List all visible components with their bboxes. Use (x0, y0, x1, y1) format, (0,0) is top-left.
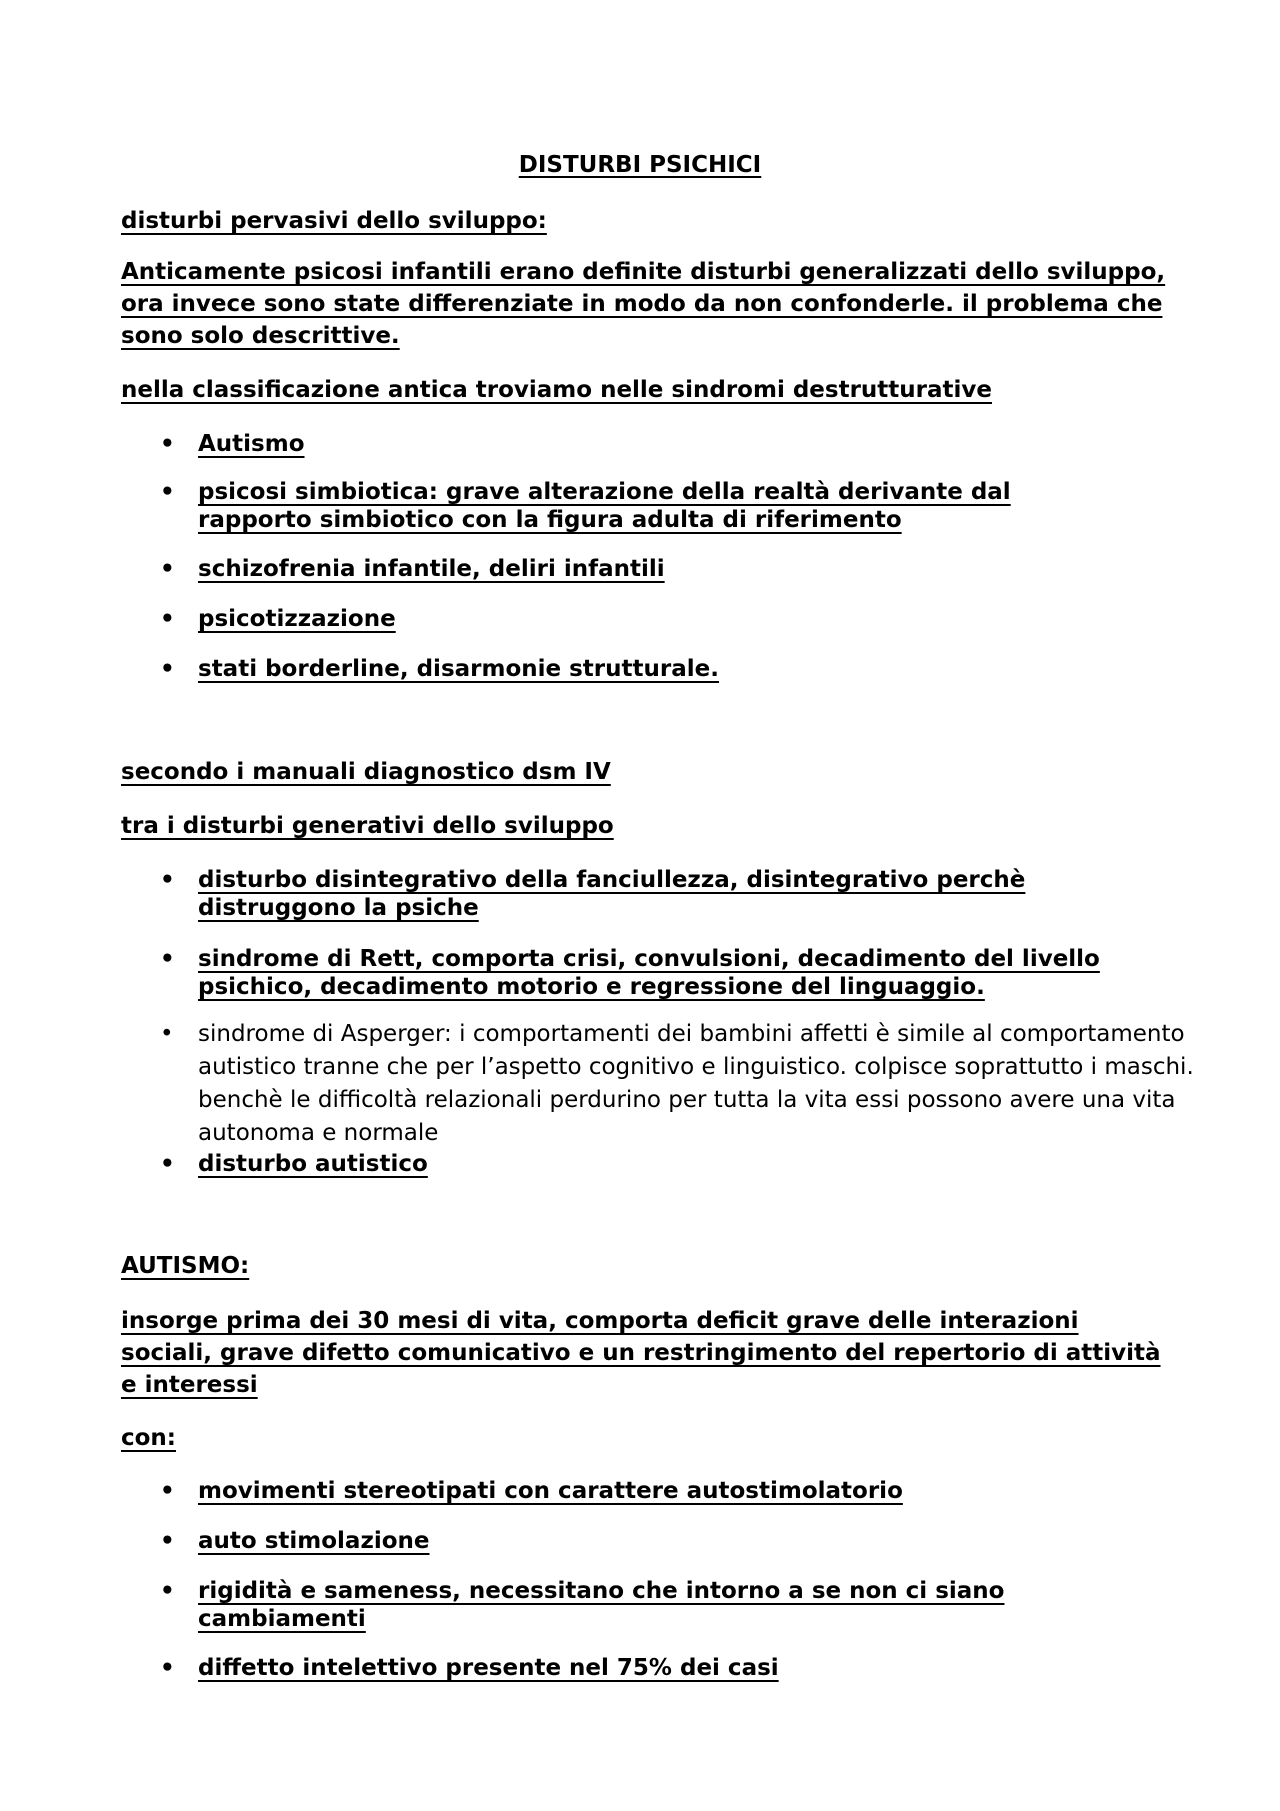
bullet-icon: • (160, 606, 175, 632)
page-title: DISTURBI PSICHICI (518, 152, 762, 178)
paragraph-classification: nella classificazione antica troviamo nelle sindromi destrutturative (121, 377, 992, 403)
list-item-text: auto stimolazione (198, 1528, 430, 1554)
list-item (160, 1477, 1198, 1505)
paragraph-autism-description: insorge prima dei 30 mesi di vita, comporta deficit grave delle interazioni sociali, grave difetto comunicativo e un restringimento del repertorio di attività e interessi (121, 1308, 1161, 1398)
list-item-text: rigidità e sameness, necessitano che intorno a se non ci siano cambiamenti (198, 1578, 1005, 1632)
bullet-icon: • (160, 1578, 175, 1604)
list-item (160, 945, 1188, 1001)
list-item (160, 605, 1198, 633)
list-item (160, 655, 1198, 683)
list-item-text: Autismo (198, 431, 305, 457)
paragraph-dsm: secondo i manuali diagnostico dsm IV (121, 759, 611, 785)
section-heading-autism: AUTISMO: (121, 1253, 250, 1279)
list-item-text: psicotizzazione (198, 606, 396, 632)
bullet-icon: • (160, 479, 175, 505)
paragraph-with: con: (121, 1425, 177, 1451)
list-item-text: sindrome di Rett, comporta crisi, convulsioni, decadimento del livello psichico, decadimento motorio e regressione del linguaggio. (198, 946, 1100, 1000)
list-item (160, 1150, 1198, 1178)
bullet-icon: • (160, 946, 175, 972)
list-item-text: diffetto intelettivo presente nel 75% dei casi (198, 1655, 779, 1681)
list-item-text: movimenti stereotipati con carattere autostimolatorio (198, 1478, 903, 1504)
paragraph-generative: tra i disturbi generativi dello sviluppo (121, 813, 614, 839)
bullet-icon: • (160, 1021, 174, 1047)
list-item-text: disturbo disintegrativo della fanciullezza, disintegrativo perchè distruggono la psiche (198, 867, 1026, 921)
list-item (160, 1018, 1198, 1150)
list-item-text: stati borderline, disarmonie strutturale. (198, 656, 719, 682)
bullet-icon: • (160, 431, 175, 457)
list-item (160, 866, 1098, 922)
list-item (160, 1577, 1078, 1633)
bullet-icon: • (160, 1478, 175, 1504)
list-item-text: disturbo autistico (198, 1151, 428, 1177)
list-item (160, 1654, 1198, 1682)
list-item (160, 555, 1198, 583)
bullet-icon: • (160, 1151, 175, 1177)
list-item-text: sindrome di Asperger: i comportamenti dei bambini affetti è simile al comportamento autistico tranne che per l’aspetto cognitivo e linguistico. colpisce soprattutto i maschi. benchè le difficoltà relazionali perdurino per tutta la vita essi possono avere una vita autonoma e normale (198, 1021, 1194, 1146)
bullet-icon: • (160, 1528, 175, 1554)
bullet-icon: • (160, 867, 175, 893)
bullet-icon: • (160, 656, 175, 682)
list-item-text: psicosi simbiotica: grave alterazione della realtà derivante dal rapporto simbiotico con la figura adulta di riferimento (198, 479, 1011, 533)
bullet-icon: • (160, 556, 175, 582)
list-item (160, 478, 1078, 534)
section-heading-pervasive: disturbi pervasivi dello sviluppo: (121, 208, 547, 234)
list-item (160, 1527, 1198, 1555)
bullet-icon: • (160, 1655, 175, 1681)
list-item-text: schizofrenia infantile, deliri infantili (198, 556, 665, 582)
list-item (160, 430, 1198, 458)
paragraph-intro: Anticamente psicosi infantili erano definite disturbi generalizzati dello sviluppo, ora invece sono state differenziate in modo da non confonderle. il problema che sono solo descrittive. (121, 259, 1166, 349)
